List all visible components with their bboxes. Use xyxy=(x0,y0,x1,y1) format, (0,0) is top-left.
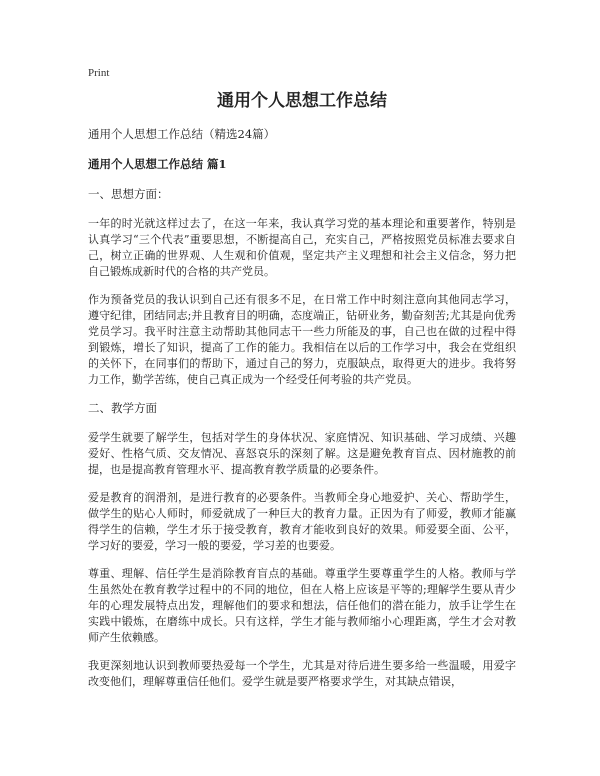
heading-thought: 一、思想方面： xyxy=(88,187,169,201)
paragraph: 一年的时光就这样过去了，在这一年来，我认真学习党的基本理论和重要著作，特别是认真学习“三个代表”重要思想，不断提高自己，充实自己，严格按照党员标准去要求自己，树立正确的世界观、人生观和价值观，坚定共产主义理想和社会主义信念，努力把自己锻炼成新时代的合格的共产党员。 xyxy=(88,217,516,278)
document-subtitle: 通用个人思想工作总结（精选24篇） xyxy=(88,127,276,141)
print-link[interactable]: Print xyxy=(88,67,110,79)
paragraph: 爱学生就要了解学生，包括对学生的身体状况、家庭情况、知识基础、学习成绩、兴趣爱好、性格气质、交友情况、喜怒哀乐的深刻了解。这是避免教育盲点、因材施教的前提，也是提高教育管理水平、提高教育教学质量的必要条件。 xyxy=(88,431,516,476)
paragraph: 尊重、理解、信任学生是消除教育盲点的基础。尊重学生要尊重学生的人格。教师与学生虽然处在教育教学过程中的不同的地位，但在人格上应该是平等的;理解学生要从青少年的心理发展特点出发，理解他们的要求和想法，信任他们的潜在能力，放手让学生在实践中锻炼，在磨练中成长。只有这样，学生才能与教师缩小心理距离，学生才会对教师产生依赖感。 xyxy=(88,567,516,644)
paragraph: 作为预备党员的我认识到自己还有很多不足，在日常工作中时刻注意向其他同志学习，遵守纪律，团结同志;并且教育目的明确，态度端正，钻研业务，勤奋刻苦;尤其是向优秀党员学习。我平时注意主动帮助其他同志干一些力所能及的事，自己也在做的过程中得到锻炼，增长了知识，提高了工作的能力。我相信在以后的工作学习中，我会在党组织的关怀下，在同事们的帮助下，通过自己的努力，克服缺点，取得更大的进步。我将努力工作，勤学苦练，使自己真正成为一个经受任何考验的共产党员。 xyxy=(88,293,516,386)
document-page xyxy=(88,66,516,702)
paragraph: 爱是教育的润滑剂，是进行教育的必要条件。当教师全身心地爱护、关心、帮助学生，做学生的贴心人师时，师爱就成了一种巨大的教育力量。正因为有了师爱，教师才能赢得学生的信赖，学生才乐于接受教育，教育才能收到良好的效果。师爱要全面、公平，学习好的要爱，学习一般的要爱，学习差的也要爱。 xyxy=(88,491,516,552)
section-title: 通用个人思想工作总结 篇1 xyxy=(88,157,227,171)
paragraph: 我更深刻地认识到教师要热爱每一个学生，尤其是对待后进生要多给一些温暖，用爱字改变他们，理解尊重信任他们。爱学生就是要严格要求学生，对其缺点错误， xyxy=(88,659,516,688)
heading-teaching: 二、教学方面 xyxy=(88,401,157,415)
page-title: 通用个人思想工作总结 xyxy=(217,91,387,111)
